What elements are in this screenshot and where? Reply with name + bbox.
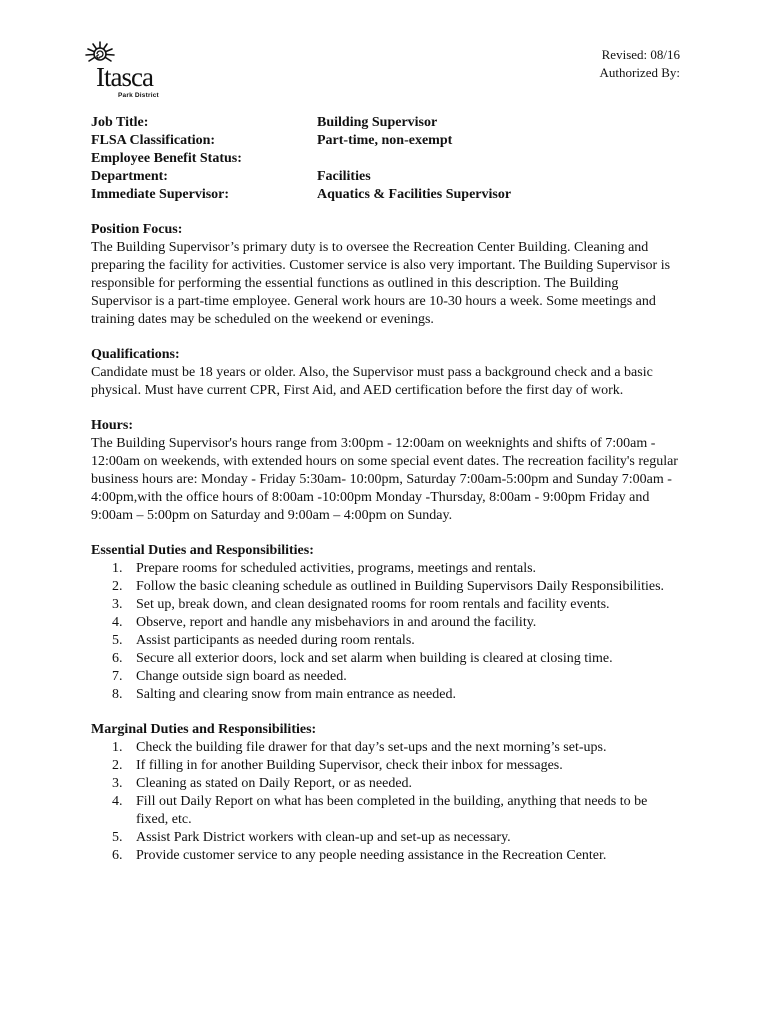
- list-item: [91, 847, 679, 865]
- authorized-by: Authorized By:: [599, 65, 680, 80]
- list-item: [91, 686, 679, 704]
- marginal-duties-section: [91, 721, 679, 865]
- section-title: Essential Duties and Responsibilities:: [91, 543, 314, 558]
- list-text: Assist participants as needed during room rentals.: [136, 633, 415, 648]
- info-value: Facilities: [317, 169, 371, 184]
- info-value: Building Supervisor: [317, 115, 438, 130]
- list-number: 3.: [112, 597, 123, 612]
- list-item: [91, 793, 679, 829]
- list-number: 5.: [112, 633, 123, 648]
- list-text: If filling in for another Building Supervisor, check their inbox for messages.: [136, 758, 563, 773]
- list-text: Follow the basic cleaning schedule as outlined in Building Supervisors Daily Responsibilities.: [136, 579, 665, 594]
- list-item: [91, 668, 679, 686]
- list-number: 5.: [112, 830, 123, 845]
- list-number: 1.: [112, 561, 123, 576]
- position-focus-section: [91, 221, 679, 329]
- list-item: [91, 560, 679, 578]
- list-item: [91, 829, 679, 847]
- list-item: [91, 578, 679, 596]
- list-text: Observe, report and handle any misbehaviors in and around the facility.: [136, 615, 537, 630]
- list-number: 2.: [112, 579, 123, 594]
- list-text: Secure all exterior doors, lock and set alarm when building is cleared at closing time.: [136, 651, 613, 666]
- list-number: 4.: [112, 615, 123, 630]
- section-text: The Building Supervisor's hours range from 3:00pm - 12:00am on weeknights and shifts of 7:00am - 12:00am on weekends, with extended hours on some special event dates. The recreation facility's regular business hours are: Monday - Friday 5:30am- 10:00pm, Saturday 7:00am-5:00pm and Sunday 7:00am - 4:00pm,with the office hours of 8:00am -10:00pm Monday -Thursday, 8:00am - 9:00pm Friday and 9:00am – 5:00pm on Saturday and 9:00am – 4:00pm on Sunday.: [91, 436, 678, 523]
- list-number: 3.: [112, 776, 123, 791]
- list-number: 6.: [112, 651, 123, 666]
- marginal-duties-list: [91, 739, 679, 865]
- list-number: 4.: [112, 794, 123, 809]
- list-text: Set up, break down, and clean designated rooms for room rentals and facility events.: [136, 597, 610, 612]
- info-label: FLSA Classification:: [91, 133, 216, 148]
- info-label: Employee Benefit Status:: [91, 151, 242, 166]
- list-item: [91, 632, 679, 650]
- list-number: 7.: [112, 669, 123, 684]
- section-text: The Building Supervisor’s primary duty is to oversee the Recreation Center Building. Cleaning and preparing the facility for activities. Customer service is also very important. The Building Supervisor is responsible for performing the essential functions as outlined in this description. The Building Supervisor is a part-time employee. General work hours are 10-30 hours a week. Some meetings and training dates may be scheduled on the weekend or evenings.: [91, 240, 671, 327]
- itasca-logo: [76, 40, 176, 102]
- list-text: Change outside sign board as needed.: [136, 669, 347, 684]
- section-text: Candidate must be 18 years or older. Also, the Supervisor must pass a background check and a basic physical. Must have current CPR, First Aid, and AED certification before the first day of work.: [91, 365, 653, 398]
- list-number: 2.: [112, 758, 123, 773]
- section-title: Position Focus:: [91, 222, 183, 237]
- list-item: [91, 739, 679, 757]
- logo-wordmark: Itasca: [96, 62, 153, 92]
- list-number: 8.: [112, 687, 123, 702]
- list-number: 6.: [112, 848, 123, 863]
- revised-date: Revised: 08/16: [601, 47, 680, 62]
- list-text: Check the building file drawer for that day’s set-ups and the next morning’s set-ups.: [136, 740, 607, 755]
- list-item: [91, 775, 679, 793]
- info-value: Part-time, non-exempt: [317, 133, 453, 148]
- document-body: [91, 221, 679, 882]
- list-item: [91, 596, 679, 614]
- list-text: Cleaning as stated on Daily Report, or as needed.: [136, 776, 413, 791]
- essential-duties-section: [91, 542, 679, 704]
- info-label: Immediate Supervisor:: [91, 187, 230, 202]
- revision-block: [599, 46, 680, 82]
- qualifications-section: [91, 346, 679, 400]
- list-text: Salting and clearing snow from main entrance as needed.: [136, 687, 456, 702]
- info-label: Department:: [91, 169, 168, 184]
- list-number: 1.: [112, 740, 123, 755]
- section-title: Marginal Duties and Responsibilities:: [91, 722, 317, 737]
- list-text: Provide customer service to any people needing assistance in the Recreation Center.: [136, 848, 607, 863]
- info-label: Job Title:: [91, 115, 149, 130]
- list-item: [91, 614, 679, 632]
- logo-subtitle: Park District: [118, 92, 159, 99]
- list-item: [91, 757, 679, 775]
- list-text: Assist Park District workers with clean-up and set-up as necessary.: [136, 830, 511, 845]
- essential-duties-list: [91, 560, 679, 704]
- hours-section: [91, 417, 679, 525]
- list-text: Fill out Daily Report on what has been completed in the building, anything that needs to be fixed, etc.: [136, 794, 648, 827]
- info-value: Aquatics & Facilities Supervisor: [317, 187, 512, 202]
- list-text: Prepare rooms for scheduled activities, programs, meetings and rentals.: [136, 561, 537, 576]
- section-title: Hours:: [91, 418, 133, 433]
- section-title: Qualifications:: [91, 347, 180, 362]
- list-item: [91, 650, 679, 668]
